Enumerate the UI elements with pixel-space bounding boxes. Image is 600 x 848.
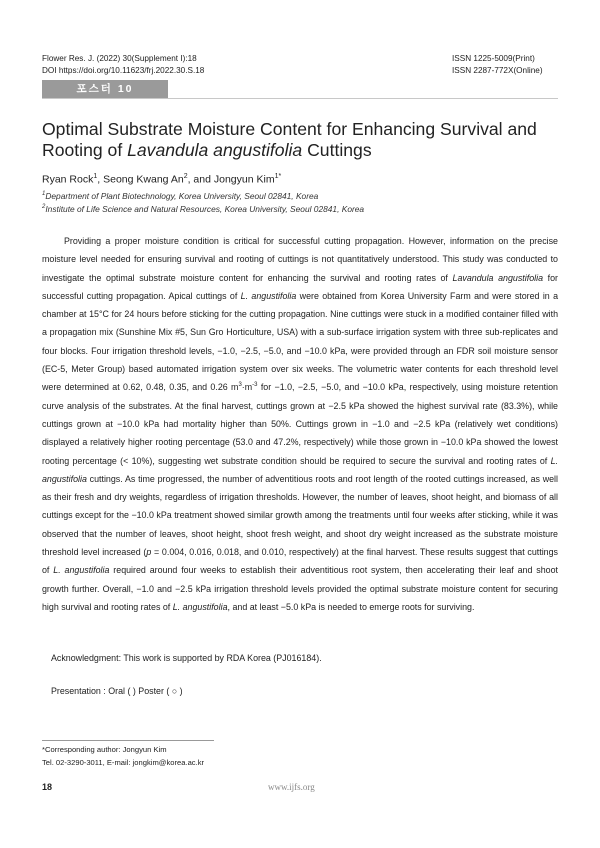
affiliation-mark: 1 [42,191,46,198]
title-species: Lavandula angustifolia [127,140,303,160]
unit-text: ·m [241,382,253,393]
species-name: L. angustifolia [172,601,228,612]
author-name: Ryan Rock [42,173,94,186]
species-name: L. angustifolia [240,290,297,301]
issn-online: ISSN 2287-772X(Online) [452,66,543,75]
abstract-text: = 0.004, 0.016, 0.018, and 0.010, respectively) at the final harvest. These results suggest that cuttings of [42,547,558,576]
affiliation-1 [42,191,318,201]
abstract-text: were obtained from Korea University Farm and were stored in a chamber at 15°C for 24 hours before sticking for the cutting propagation. Nine cuttings were stuck in a modified container filled with a propagation mix (Sunshine Mix #5, Sun Gro Horticulture, USA) with a sub-surface irrigation system with three sub-replicates and four blocks. Four irrigation threshold levels, −1.0, −2.5, −5.0, and −10.0 kPa, were provided through an FDR soil moisture sensor (EC-5, Meter Group) based automated irrigation system over six weeks. The volumetric water contents for each threshold level were determined at 0.62, 0.48, 0.35, and 0.26 m [42,290,559,393]
presentation-type: Presentation : Oral ( ) Poster ( ○ ) [51,686,183,696]
abstract-text: required around four weeks to establish their adventitious root system, then accelerating their leaf and shoot growth further. Overall, −1.0 and −2.5 kPa irrigation threshold levels provided the optimal substrate moisture content for securing high survival and rooting rates of [42,565,558,612]
abstract-text: , and at least −5.0 kPa is needed to emerge roots for surviving. [227,601,475,612]
affiliation-mark: 2 [42,204,46,211]
affiliation-text: Institute of Life Science and Natural Resources, Korea University, Seoul 02841, Korea [45,204,365,214]
author-affil-mark: 1* [274,173,282,180]
author-affil-mark: 2 [183,173,188,180]
corresponding-author: *Corresponding author: Jongyun Kim [42,745,167,754]
affiliation-2 [42,204,364,214]
abstract-text: Providing a proper moisture condition is critical for successful cutting propagation. However, information on the precise moisture level needed for ensuring survival and rooting of cuttings is not quantitatively understood. This study was conducted to investigate the optimal substrate moisture content for enhancing the survival and rooting rates of [42,236,558,283]
species-name: L. angustifolia [53,565,110,576]
journal-citation: Flower Res. J. (2022) 30(Supplement I):18 [42,54,197,63]
issn-block [452,53,543,77]
author-name: Jongyun Kim [213,173,275,186]
author-list [42,173,281,186]
author-name: Seong Kwang An [103,173,184,186]
author-affil-mark: 1 [93,173,98,180]
unit-exponent: 3 [238,382,242,389]
abstract-text: cuttings. As time progressed, the number of adventitious roots and root length of the rooted cuttings increased, as well as their fresh and dry weights, regardless of irrigation thresholds. However, the number of leaves, shoot height, and biomass of all cuttings except for the −10.0 kPa treatment showed similar growth among the treatments until four weeks after sticking, while it was observed that the number of leaves, shoot height, shoot fresh weight, and shoot dry weight increased as the substrate moisture threshold level increased ( [42,473,558,558]
abstract-text: for successful cutting propagation. Apical cuttings of [42,272,558,301]
paper-title [42,119,558,161]
footnote-divider [42,740,214,741]
abstract-body [42,232,558,616]
page-number: 18 [42,782,53,792]
issn-print: ISSN 1225-5009(Print) [452,54,535,63]
species-name: Lavandula angustifolia [452,272,544,283]
acknowledgment: Acknowledgment: This work is supported by RDA Korea (PJ016184). [51,653,322,663]
journal-website[interactable]: www.ijfs.org [268,782,315,792]
unit-exponent: -3 [252,382,258,389]
species-name: L. angustifolia [42,455,558,484]
abstract-text: for −1.0, −2.5, −5.0, and −10.0 kPa, respectively, using moisture retention curve analysis of the substrates. At the final harvest, cuttings grown at −2.5 kPa showed the highest survival rate (83.3%), while cuttings grown at −10.0 kPa had mortality higher than 50%. Cuttings grown in −1.0 and −2.5 kPa (relatively wet conditions) displayed a relatively higher rooting percentage (53.0 and 47.2%, respectively) while those grown in −10.0 kPa showed the lowest rooting percentage (< 10%), suggesting wet substrate condition should be required to secure the survival and rooting rates of [42,382,558,466]
poster-tag: 포스터 10 [42,80,168,98]
author-separator: , [97,173,104,186]
header-divider [42,98,558,99]
affiliation-text: Department of Plant Biotechnology, Korea University, Seoul 02841, Korea [45,191,319,201]
doi-link[interactable]: DOI https://doi.org/10.11623/frj.2022.30.S.18 [42,66,205,75]
title-text-1: Optimal Substrate Moisture Content for Enhancing Survival and Rooting of [42,119,537,160]
author-separator: , and [187,173,214,186]
title-text-2: Cuttings [302,140,372,160]
journal-header [42,53,204,77]
p-value-symbol: p [146,547,152,558]
author-contact: Tel. 02-3290-3011, E-mail: jongkim@korea.ac.kr [42,758,205,767]
